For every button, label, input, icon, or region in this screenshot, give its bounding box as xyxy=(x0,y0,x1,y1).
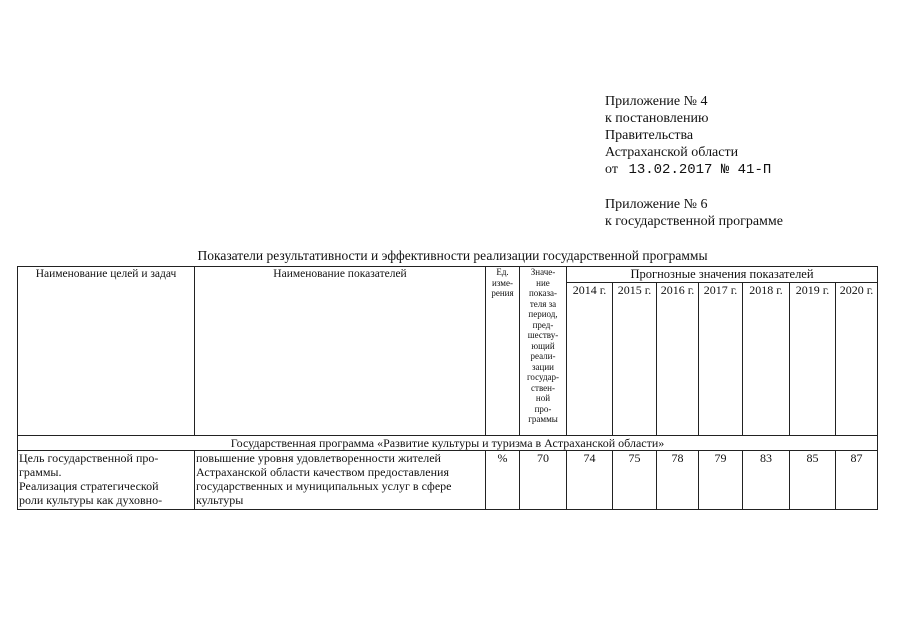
program-name: Государственная программа «Развитие культуры и туризма в Астраханской области» xyxy=(18,436,878,451)
goal-line: Цель государственной про- xyxy=(19,451,159,465)
header-unit-line: рения xyxy=(491,288,514,298)
appendix-number: Приложение № 4 xyxy=(605,94,708,109)
appendix-date-prefix: от xyxy=(605,162,618,177)
header-value-line: Значе- xyxy=(530,267,556,277)
header-indicators: Наименование показателей xyxy=(195,267,486,436)
program-row xyxy=(18,436,878,451)
header-year-2014: 2014 г. xyxy=(567,283,613,436)
header-value-line: показа- xyxy=(528,288,558,298)
header-value-line: ние xyxy=(536,277,550,288)
value-2020-cell: 87 xyxy=(836,451,878,510)
header-value-line: теля за xyxy=(529,298,557,309)
table-header-row xyxy=(18,267,878,283)
header-forecast: Прогнозные значения показателей xyxy=(567,267,878,283)
indicator-cell xyxy=(195,451,486,510)
appendix-region: Астраханской области xyxy=(605,145,739,160)
base-value-cell: 70 xyxy=(520,451,567,510)
value-2014-cell: 74 xyxy=(567,451,613,510)
indicator-line: культуры xyxy=(196,493,244,507)
value-2019-cell: 85 xyxy=(790,451,836,510)
unit-cell: % xyxy=(486,451,520,510)
header-value-line: пред- xyxy=(532,319,554,330)
indicator-line: повышение уровня удовлетворенности жителей xyxy=(196,451,441,465)
value-2018-cell: 83 xyxy=(743,451,790,510)
appendix-government: Правительства xyxy=(605,128,694,143)
header-base-value xyxy=(520,267,567,436)
appendix-date-value: 13.02.2017 № 41-П xyxy=(628,162,772,178)
header-unit-line: изме- xyxy=(492,277,513,288)
header-unit xyxy=(486,267,520,436)
header-unit-line: Ед. xyxy=(496,267,509,277)
header-year-2016: 2016 г. xyxy=(657,283,699,436)
header-value-line: государ- xyxy=(526,372,560,382)
header-value-line: шеству- xyxy=(527,330,559,340)
table-row xyxy=(18,451,878,510)
header-year-2017: 2017 г. xyxy=(699,283,743,436)
header-goals: Наименование целей и задач xyxy=(18,267,195,436)
value-2015-cell: 75 xyxy=(613,451,657,510)
header-value-line: зации xyxy=(532,361,554,372)
header-value-line: граммы xyxy=(528,414,558,424)
header-value-line: про- xyxy=(534,403,552,414)
value-2017-cell: 79 xyxy=(699,451,743,510)
header-value-line: ной xyxy=(535,393,551,403)
indicators-table xyxy=(17,266,878,510)
indicator-line: Астраханской области качеством предоставления xyxy=(196,465,449,479)
value-2016-cell: 78 xyxy=(657,451,699,510)
header-year-2019: 2019 г. xyxy=(790,283,836,436)
document-title: Показатели результативности и эффективности реализации государственной программы xyxy=(197,248,708,263)
appendix-header xyxy=(605,93,783,230)
goal-cell xyxy=(18,451,195,510)
header-year-2020: 2020 г. xyxy=(836,283,878,436)
appendix-to-resolution: к постановлению xyxy=(605,111,709,126)
header-value-line: ющий xyxy=(531,340,555,351)
appendix-date-line xyxy=(605,161,783,179)
appendix-6-number: Приложение № 6 xyxy=(605,197,708,212)
header-value-line: реали- xyxy=(530,351,556,361)
indicator-line: государственных и муниципальных услуг в сфере xyxy=(196,479,452,493)
appendix-6-to-program: к государственной программе xyxy=(605,214,783,229)
goal-line: роли культуры как духовно- xyxy=(19,493,163,507)
header-value-line: ствен- xyxy=(531,382,555,393)
header-year-2018: 2018 г. xyxy=(743,283,790,436)
goal-line: граммы. xyxy=(19,465,62,479)
header-value-line: период, xyxy=(528,309,558,319)
header-year-2015: 2015 г. xyxy=(613,283,657,436)
goal-line: Реализация стратегической xyxy=(19,479,159,493)
